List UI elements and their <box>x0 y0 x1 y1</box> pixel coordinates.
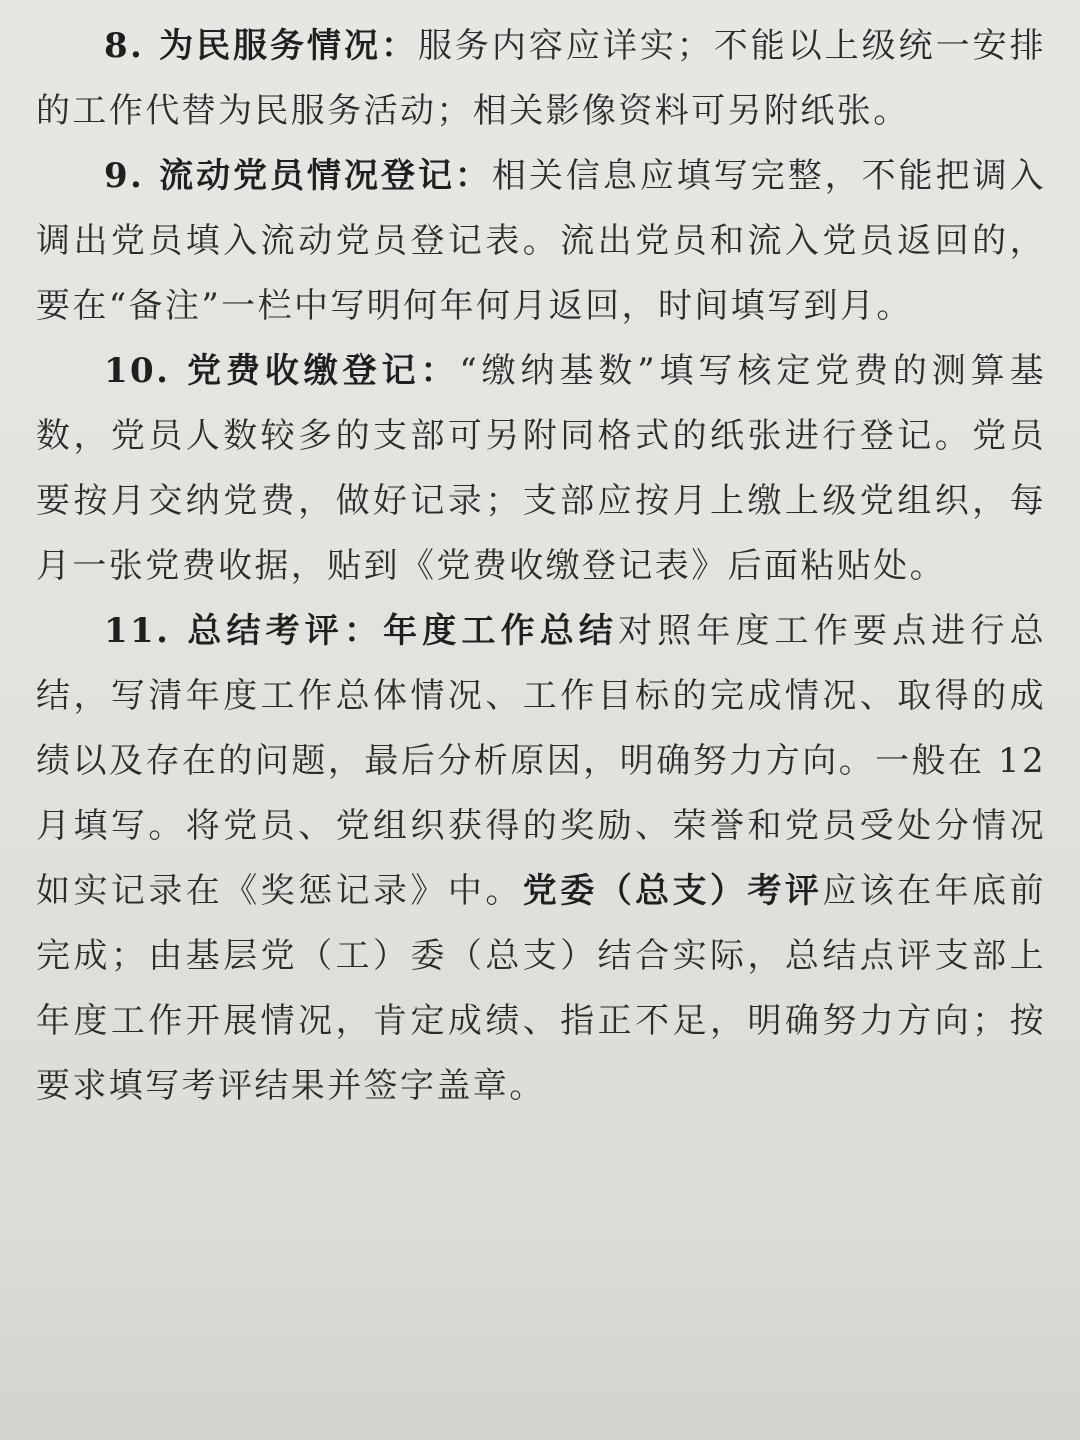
section-10-body: “缴纳基数”填写核定党费的测算基数，党员人数较多的支部可另附同格式的纸张进行登记。党员要按月交纳党费，做好记录；支部应按月上缴上级党组织，每月一张党费收据，贴到《党费收缴登记表》后面粘贴处。 <box>36 351 1046 586</box>
section-9-heading: 9. 流动党员情况登记： <box>104 156 492 196</box>
section-11 <box>36 599 1046 1119</box>
section-8-body: 服务内容应详实；不能以上级统一安排的工作代替为民服务活动；相关影像资料可另附纸张。 <box>36 26 1046 131</box>
instructions-text <box>36 0 1046 1119</box>
section-10 <box>36 339 1046 599</box>
section-9-body: 相关信息应填写完整，不能把调入调出党员填入流动党员登记表。流出党员和流入党员返回的，要在“备注”一栏中写明何年何月返回，时间填写到月。 <box>36 156 1046 326</box>
section-8 <box>36 14 1046 144</box>
section-10-heading: 10. 党费收缴登记： <box>104 351 460 391</box>
section-9 <box>36 144 1046 339</box>
section-11-annual-summary: 年度工作总结 <box>383 611 619 651</box>
section-11-committee-review: 党委（总支）考评 <box>522 871 823 911</box>
section-11-heading: 11. 总结考评： <box>104 611 384 651</box>
section-8-heading: 8. 为民服务情况： <box>104 26 418 66</box>
section-11-body-1: 对照年度工作要点进行总结，写清年度工作总体情况、工作目标的完成情况、取得的成绩以及存在的问题，最后分析原因，明确努力方向。一般在 12 月填写。将党员、党组织获得的奖励、荣誉和党员受处分情况如实记录在《奖惩记录》中。 <box>36 611 1047 911</box>
paper-shadow <box>0 1220 1080 1440</box>
section-11-body-2: 应该在年底前完成；由基层党（工）委（总支）结合实际，总结点评支部上年度工作开展情况，肯定成绩、指正不足，明确努力方向；按要求填写考评结果并签字盖章。 <box>36 871 1047 1106</box>
